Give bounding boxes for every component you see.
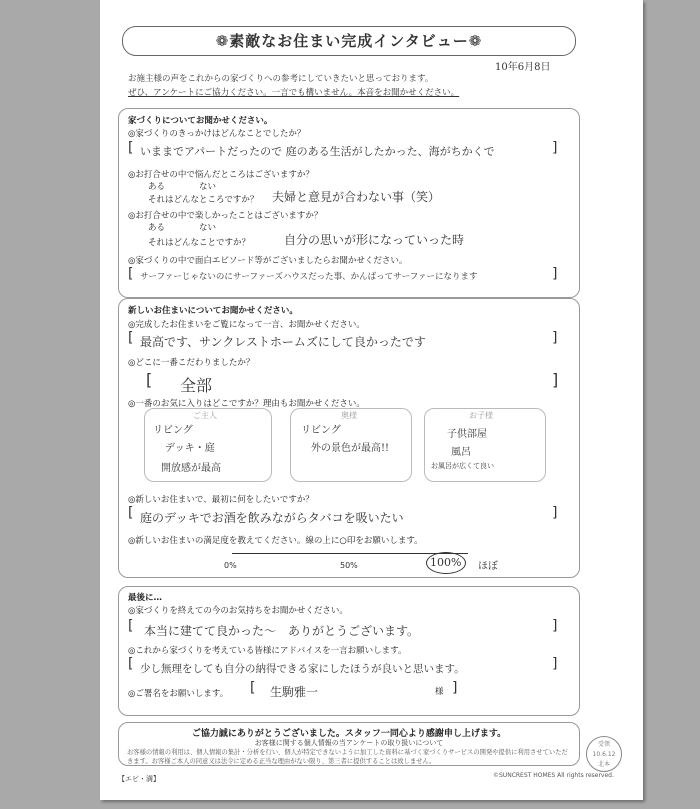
copyright: ©SUNCREST HOMES All rights reserved. xyxy=(493,772,614,779)
question: ◎どこに一番こだわりましたか？ xyxy=(128,358,255,368)
handwritten-answer: 自分の思いが形になっていった時 xyxy=(284,233,465,247)
question: ◎家づくりのきっかけはどんなことでしたか？ xyxy=(128,129,306,139)
section-heading: 家づくりについてお聞かせください。 xyxy=(128,116,273,126)
scale-label-0: 0% xyxy=(224,561,237,570)
scale-note: ほぼ xyxy=(478,561,498,572)
signature: 生駒雅一 xyxy=(270,685,319,699)
favorite-box-kids: お子様 子供部屋 風呂 お風呂が広くて良い xyxy=(424,408,546,482)
flower-icon: ❁ xyxy=(215,32,230,50)
question: ◎これから家づくりを考えている皆様にアドバイスを一言お願いします。 xyxy=(128,646,407,656)
favorite-box-wife: 奥様 リビング 外の景色が最高!! xyxy=(290,408,412,482)
question-sub: それはどんなことですか？ xyxy=(148,238,251,248)
scale-label-100: 100% xyxy=(430,556,462,569)
privacy-title: お客様に関する個人情報の当アンケートの取り扱いについて xyxy=(254,739,444,747)
handwritten-answer: 夫婦と意見が合わない事（笑） xyxy=(272,190,441,204)
handwritten-answer: 本当に建てて良かった～ ありがとうございます。 xyxy=(144,624,420,638)
question-sub: それはどんなところですか？ xyxy=(148,195,259,205)
scale-label-50: 50% xyxy=(340,561,358,570)
question: ◎お打合せの中で悩んだところはございますか？ xyxy=(128,170,314,180)
date-written: 10年6月8日 xyxy=(495,62,551,73)
handwritten-answer: 最高です、サンクレストホームズにして良かったです xyxy=(140,335,426,349)
questionnaire-sheet: ❁素敵なお住まい完成インタビュー❁ 10年6月8日 お施主様の声をこれからの家づくりへの参考にしていきたいと思っております。 ぜひ、アンケートにご協力ください。一言でも構いません。本音をお聞かせください。 家づくりについてお聞かせください。 ◎家づくりのきっかけはどんなことでしたか？ [ いままでアパートだったので 庭のある生活がしたかった、海がちかくで ] ◎お打合せの中で悩んだところはございますか？ ある ない それはどんなところですか？ 夫婦と意見が合わない事（笑） ◎お打合せの中で楽しかったことはございますか？ ある ない それはどんなことですか？ 自分の思いが形になっていった時 ◎家づくりの中で面白エピソード等がございましたらお聞かせください。 [ サーファーじゃないのにサーファーズハウスだった事、かんばってサーファーになります ] 新しいお住まいについてお聞かせください。 ◎完成したお住まいをご覧になって一言、お聞かせください。 [ 最高です、サンクレストホームズにして良かったです ] ◎どこに一番こだわりましたか？ [ 全部 ] ◎一番のお気に入りはどこですか？理由もお聞かせください。 ご主人 リビング デッキ・庭 開放感が最高 奥様 リビング 外の景色が最高!! お子様 子供部屋 風呂 お風呂が広くて良い ◎新しいお住まいで、最初に何をしたいですか？ [ 庭のデッキでお酒を飲みながらタバコを吸いたい ] ◎新しいお住まいの満足度を教えてください。線の上に○印をお願いします。 0% 50% 100% ほぼ 最後に… ◎家づくりを終えての今のお気持ちをお聞かせください。 [ 本当に建てて良かった～ ありがとうございます。 ] ◎これから家づくりを考えている皆様にアドバイスを一言お願いします。 [ 少し無理をしても自分の納得できる家にしたほうが良いと思います。 ] ◎ご署名をお願いします。 [ 生駒雅一 様 ] ご協力誠にありがとうございました。スタッフ一同心より感謝申し上げます。 お客様に関する個人情報の当アンケートの取り扱いについて お客様の情報の利用は、個人情報の集計・分析を行い、個人が特定できないように加工した資料に基づく家づくりサービスの開発や提供に利用させていただきます。お客様ご本人の同意又は法令に定める正当な理由がない限り、第三者に提供することは致しません。 受領 10.6.12 北本 【エビ・満】 ©SUNCREST HOMES All rights reserved. xyxy=(100,0,643,800)
handwritten-answer: いままでアパートだったので 庭のある生活がしたかった、海がちかくで xyxy=(140,145,495,158)
intro-text: お施主様の声をこれからの家づくりへの参考にしていきたいと思っております。 ぜひ、アンケートにご協力ください。一言でも構いません。本音をお聞かせください。 xyxy=(128,74,460,98)
question: ◎家づくりの中で面白エピソード等がございましたらお聞かせください。 xyxy=(128,256,408,266)
question: ◎家づくりを終えての今のお気持ちをお聞かせください。 xyxy=(128,606,348,616)
option-label: ある ない xyxy=(148,182,217,192)
handwritten-answer: 庭のデッキでお酒を飲みながらタバコを吸いたい xyxy=(140,511,404,525)
received-stamp: 受領 10.6.12 北本 xyxy=(586,736,622,772)
question: ◎一番のお気に入りはどこですか？理由もお聞かせください。 xyxy=(128,399,365,409)
flower-icon: ❁ xyxy=(468,32,483,50)
favorite-box-husband: ご主人 リビング デッキ・庭 開放感が最高 xyxy=(144,408,272,482)
footer-box xyxy=(118,722,580,766)
option-label: ある ない xyxy=(148,223,217,233)
question: ◎お打合せの中で楽しかったことはございますか？ xyxy=(128,211,323,221)
privacy-text: お客様の情報の利用は、個人情報の集計・分析を行い、個人が特定できないように加工した資料に基づく家づくりサービスの開発や提供に利用させていただきます。お客様ご本人の同意又は法令に定める正当な理由がない限り、第三者に提供することは致しません。 xyxy=(127,749,568,765)
question: ◎完成したお住まいをご覧になって一言、お聞かせください。 xyxy=(128,320,365,330)
handwritten-answer: 全部 xyxy=(180,376,213,395)
page-title: ❁素敵なお住まい完成インタビュー❁ xyxy=(122,26,576,56)
honorific: 様 xyxy=(435,687,444,697)
form-code: 【エビ・満】 xyxy=(118,775,160,783)
question: ◎新しいお住まいの満足度を教えてください。線の上に○印をお願いします。 xyxy=(128,536,423,546)
question: ◎ご署名をお願いします。 xyxy=(128,689,229,699)
question: ◎新しいお住まいで、最初に何をしたいですか？ xyxy=(128,495,314,505)
handwritten-answer: サーファーじゃないのにサーファーズハウスだった事、かんばってサーファーになります xyxy=(140,272,478,282)
handwritten-answer: 少し無理をしても自分の納得できる家にしたほうが良いと思います。 xyxy=(140,663,465,675)
section-heading: 新しいお住まいについてお聞かせください。 xyxy=(128,306,298,316)
thanks-text: ご協力誠にありがとうございました。スタッフ一同心より感謝申し上げます。 xyxy=(191,729,507,739)
section-heading: 最後に… xyxy=(128,593,163,603)
